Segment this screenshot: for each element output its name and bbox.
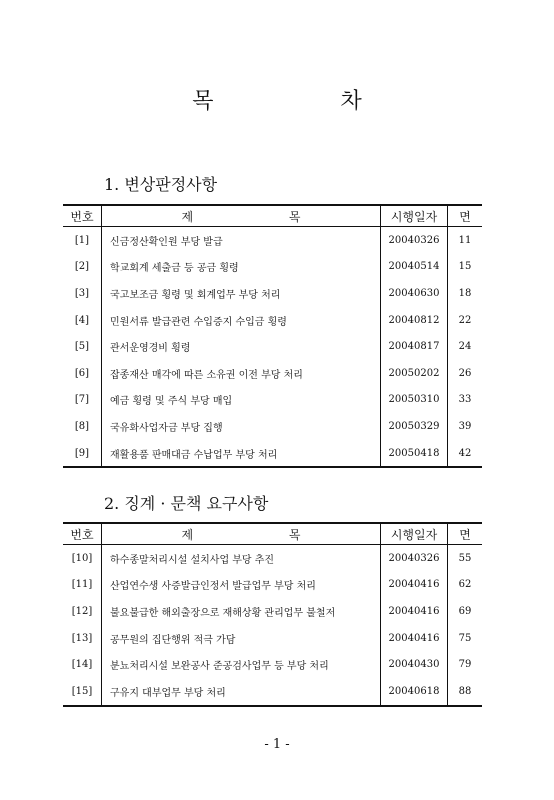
entry-date: 20050329 [381, 413, 448, 440]
entry-page: 75 [448, 625, 483, 652]
column-header-date: 시행일자 [381, 205, 448, 227]
entry-title: 하수종말처리시설 설치사업 부당 추진 [102, 545, 381, 572]
entry-date: 20050418 [381, 440, 448, 468]
entry-date: 20040430 [381, 651, 448, 678]
entry-number: [8] [74, 420, 90, 432]
entry-number: [14] [71, 659, 93, 671]
entry-page: 24 [448, 333, 483, 360]
section-heading-1: 1. 변상판정사항 [104, 175, 218, 194]
table-row [63, 413, 482, 440]
table-row [63, 280, 482, 307]
entry-title: 국유화사업자금 부당 집행 [102, 413, 381, 440]
page-title: 목 차 [192, 89, 422, 114]
table-row [63, 387, 482, 414]
entry-date: 20040812 [381, 307, 448, 334]
entry-date: 20050202 [381, 360, 448, 387]
entry-date: 20040618 [381, 678, 448, 706]
column-header-number: 번호 [63, 205, 102, 227]
entry-page: 18 [448, 280, 483, 307]
entry-number: [3] [74, 287, 90, 299]
table-header-row [63, 205, 482, 227]
table-row [63, 651, 482, 678]
column-header-number: 번호 [63, 523, 102, 545]
entry-title: 분뇨처리시설 보완공사 준공검사업무 등 부당 처리 [102, 651, 381, 678]
table-body [63, 545, 482, 706]
entry-date: 20040416 [381, 625, 448, 652]
entry-title: 산업연수생 사증발급인정서 발급업무 부당 처리 [102, 572, 381, 599]
entry-number: [7] [74, 394, 90, 406]
table-row [63, 678, 482, 706]
column-header-date: 시행일자 [381, 523, 448, 545]
entry-date: 20040326 [381, 545, 448, 572]
column-header-page: 면 [448, 205, 483, 227]
entry-page: 33 [448, 387, 483, 414]
table-body [63, 227, 482, 468]
table-header-row [63, 523, 482, 545]
entry-title: 예금 횡령 및 주식 부당 매입 [102, 387, 381, 414]
entry-number: [2] [74, 261, 90, 273]
entry-date: 20040514 [381, 254, 448, 281]
column-header-title: 제 목 [102, 205, 381, 227]
entry-page: 62 [448, 572, 483, 599]
entry-title: 민원서류 발급관련 수입증지 수입금 횡령 [102, 307, 381, 334]
entry-page: 42 [448, 440, 483, 468]
entry-page: 11 [448, 227, 483, 254]
entry-page: 15 [448, 254, 483, 281]
entry-date: 20050310 [381, 387, 448, 414]
entry-page: 26 [448, 360, 483, 387]
entry-number: [5] [74, 341, 90, 353]
entry-page: 55 [448, 545, 483, 572]
toc-table-1 [63, 204, 482, 468]
toc-table-2 [63, 522, 482, 707]
table-row [63, 572, 482, 599]
table-row [63, 333, 482, 360]
entry-page: 88 [448, 678, 483, 706]
entry-title: 재활용품 판매대금 수납업무 부당 처리 [102, 440, 381, 468]
entry-page: 79 [448, 651, 483, 678]
entry-title: 국고보조금 횡령 및 회계업무 부당 처리 [102, 280, 381, 307]
entry-number: [15] [71, 685, 93, 697]
table-row [63, 545, 482, 572]
entry-title: 공무원의 집단행위 적극 가담 [102, 625, 381, 652]
entry-title: 구유지 대부업무 부당 처리 [102, 678, 381, 706]
table-row [63, 227, 482, 254]
entry-number: [6] [74, 367, 90, 379]
table-row [63, 307, 482, 334]
entry-date: 20040416 [381, 598, 448, 625]
entry-title: 신금정산확인원 부당 발급 [102, 227, 381, 254]
entry-page: 69 [448, 598, 483, 625]
entry-date: 20040326 [381, 227, 448, 254]
column-header-title: 제 목 [102, 523, 381, 545]
entry-date: 20040817 [381, 333, 448, 360]
entry-page: 39 [448, 413, 483, 440]
entry-number: [9] [74, 447, 90, 459]
entry-page: 22 [448, 307, 483, 334]
entry-number: [11] [71, 579, 93, 591]
section-heading-2: 2. 징계 · 문책 요구사항 [104, 494, 269, 513]
entry-date: 20040630 [381, 280, 448, 307]
entry-number: [10] [71, 552, 93, 564]
column-header-page: 면 [448, 523, 483, 545]
entry-number: [4] [74, 314, 90, 326]
table-row [63, 254, 482, 281]
table-row [63, 360, 482, 387]
entry-date: 20040416 [381, 572, 448, 599]
entry-number: [13] [71, 632, 93, 644]
entry-number: [1] [74, 234, 90, 246]
table-row [63, 440, 482, 468]
page-number: - 1 - [264, 737, 290, 752]
entry-title: 관서운영경비 횡령 [102, 333, 381, 360]
entry-number: [12] [71, 605, 93, 617]
table-row [63, 625, 482, 652]
entry-title: 학교회계 세출금 등 공금 횡령 [102, 254, 381, 281]
table-row [63, 598, 482, 625]
entry-title: 불요불급한 해외출장으로 재해상황 관리업무 불철저 [102, 598, 381, 625]
entry-title: 잡종재산 매각에 따른 소유권 이전 부당 처리 [102, 360, 381, 387]
